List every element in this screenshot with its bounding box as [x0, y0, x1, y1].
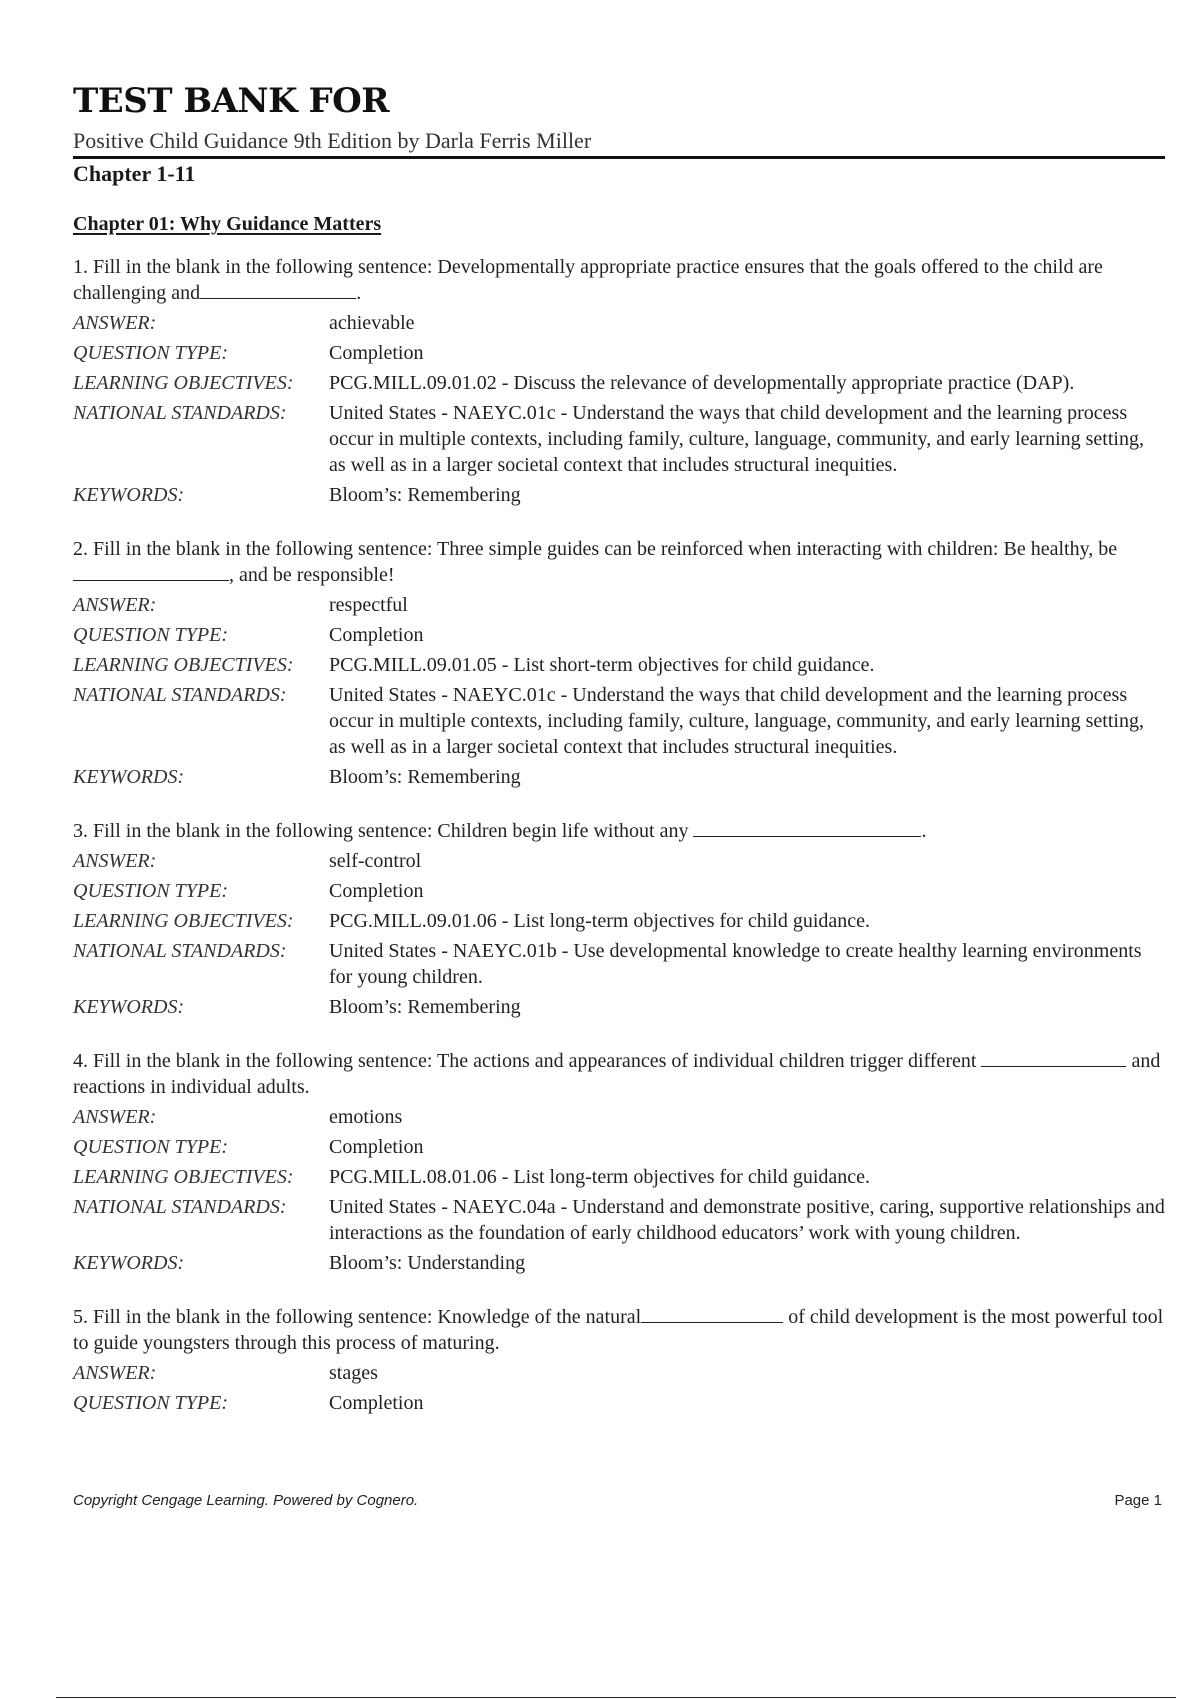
learning-objectives-row: [73, 652, 1165, 678]
question-5: [73, 1304, 1165, 1416]
fill-blank: [73, 562, 229, 581]
answer-label: ANSWER:: [73, 312, 157, 334]
answer-row: [73, 848, 1165, 874]
question-text-before: 2. Fill in the blank in the following sentence: Three simple guides can be reinforced when interacting with children: Be healthy, be: [73, 538, 1118, 560]
keywords-value: Bloom’s: Remembering: [329, 766, 521, 788]
question-1: [73, 254, 1165, 508]
learning-objectives-row: [73, 908, 1165, 934]
question-4: [73, 1048, 1165, 1276]
fill-blank: [200, 280, 356, 299]
question-text-after: and reactions in individual adults.: [73, 1050, 1161, 1098]
question-text-after: .: [356, 282, 362, 304]
question-text-after: of child development is the most powerful tool to guide youngsters through this process of maturing.: [73, 1306, 1164, 1354]
learning-objectives-row: [73, 370, 1165, 396]
question-type-value: Completion: [329, 624, 424, 646]
fill-blank: [641, 1304, 783, 1323]
answer-row: [73, 310, 1165, 336]
answer-value: self-control: [329, 850, 422, 872]
answer-row: [73, 592, 1165, 618]
question-type-label: QUESTION TYPE:: [73, 1136, 229, 1158]
keywords-value: Bloom’s: Understanding: [329, 1252, 526, 1274]
keywords-row: [73, 764, 1165, 790]
question-type-value: Completion: [329, 1392, 424, 1414]
question-type-value: Completion: [329, 342, 424, 364]
question-2: [73, 536, 1165, 790]
chapter-range: Chapter 1-11: [73, 161, 196, 186]
answer-label: ANSWER:: [73, 1362, 157, 1384]
national-standards-row: [73, 400, 1165, 478]
answer-row: [73, 1360, 1165, 1386]
footer-copyright: Copyright Cengage Learning. Powered by Cognero.: [73, 1492, 419, 1509]
learning-objectives-label: LEARNING OBJECTIVES:: [73, 654, 294, 676]
national-standards-value: United States - NAEYC.04a - Understand and demonstrate positive, caring, supportive relationships and interactions as the foundation of early childhood educators’ work with young children.: [329, 1196, 1165, 1244]
national-standards-row: [73, 938, 1165, 990]
answer-value: stages: [329, 1362, 378, 1384]
national-standards-label: NATIONAL STANDARDS:: [73, 1196, 287, 1218]
national-standards-label: NATIONAL STANDARDS:: [73, 940, 287, 962]
fill-blank: [981, 1048, 1126, 1067]
question-text-before: 1. Fill in the blank in the following sentence: Developmentally appropriate practice ensures that the goals offered to the child are challenging and: [73, 256, 1103, 304]
answer-label: ANSWER:: [73, 594, 157, 616]
keywords-value: Bloom’s: Remembering: [329, 996, 521, 1018]
question-type-row: [73, 340, 1165, 366]
document-subtitle: Positive Child Guidance 9th Edition by Darla Ferris Miller: [73, 128, 592, 153]
keywords-label: KEYWORDS:: [73, 996, 185, 1018]
question-type-row: [73, 1390, 1165, 1416]
learning-objectives-value: PCG.MILL.09.01.02 - Discuss the relevance of developmentally appropriate practice (DAP).: [329, 372, 1075, 394]
answer-row: [73, 1104, 1165, 1130]
national-standards-label: NATIONAL STANDARDS:: [73, 684, 287, 706]
document-title: TEST BANK FOR: [73, 81, 390, 121]
national-standards-value: United States - NAEYC.01b - Use developmental knowledge to create healthy learning environments for young children.: [329, 940, 1142, 988]
bottom-rule: [56, 1697, 1176, 1698]
question-text-after: .: [921, 820, 927, 842]
question-type-value: Completion: [329, 1136, 424, 1158]
answer-label: ANSWER:: [73, 1106, 157, 1128]
learning-objectives-row: [73, 1164, 1165, 1190]
question-list: [73, 254, 1165, 1444]
question-text-before: 4. Fill in the blank in the following sentence: The actions and appearances of individual children trigger different: [73, 1050, 977, 1072]
question-text: [73, 254, 1165, 306]
question-type-row: [73, 1134, 1165, 1160]
national-standards-value: United States - NAEYC.01c - Understand the ways that child development and the learning process occur in multiple contexts, including family, culture, language, community, and early learning setting, as well as in a larger societal context that includes structural inequities.: [329, 684, 1144, 758]
question-type-label: QUESTION TYPE:: [73, 1392, 229, 1414]
question-text: [73, 818, 1165, 844]
learning-objectives-value: PCG.MILL.09.01.05 - List short-term objectives for child guidance.: [329, 654, 875, 676]
learning-objectives-value: PCG.MILL.09.01.06 - List long-term objectives for child guidance.: [329, 910, 871, 932]
answer-label: ANSWER:: [73, 850, 157, 872]
national-standards-label: NATIONAL STANDARDS:: [73, 402, 287, 424]
question-text-before: 3. Fill in the blank in the following sentence: Children begin life without any: [73, 820, 689, 842]
answer-value: respectful: [329, 594, 408, 616]
answer-value: emotions: [329, 1106, 403, 1128]
national-standards-row: [73, 682, 1165, 760]
national-standards-row: [73, 1194, 1165, 1246]
keywords-row: [73, 994, 1165, 1020]
title-rule: [73, 156, 1165, 159]
learning-objectives-value: PCG.MILL.08.01.06 - List long-term objectives for child guidance.: [329, 1166, 871, 1188]
keywords-row: [73, 1250, 1165, 1276]
learning-objectives-label: LEARNING OBJECTIVES:: [73, 1166, 294, 1188]
learning-objectives-label: LEARNING OBJECTIVES:: [73, 910, 294, 932]
answer-value: achievable: [329, 312, 415, 334]
question-type-value: Completion: [329, 880, 424, 902]
question-type-row: [73, 878, 1165, 904]
question-3: [73, 818, 1165, 1020]
keywords-label: KEYWORDS:: [73, 766, 185, 788]
keywords-label: KEYWORDS:: [73, 484, 185, 506]
footer-page-number: Page 1: [1114, 1492, 1162, 1509]
keywords-label: KEYWORDS:: [73, 1252, 185, 1274]
keywords-row: [73, 482, 1165, 508]
question-text-before: 5. Fill in the blank in the following sentence: Knowledge of the natural: [73, 1306, 642, 1328]
question-type-label: QUESTION TYPE:: [73, 624, 229, 646]
learning-objectives-label: LEARNING OBJECTIVES:: [73, 372, 294, 394]
national-standards-value: United States - NAEYC.01c - Understand the ways that child development and the learning process occur in multiple contexts, including family, culture, language, community, and early learning setting, as well as in a larger societal context that includes structural inequities.: [329, 402, 1144, 476]
question-type-row: [73, 622, 1165, 648]
question-type-label: QUESTION TYPE:: [73, 342, 229, 364]
section-heading: Chapter 01: Why Guidance Matters: [73, 213, 382, 235]
question-type-label: QUESTION TYPE:: [73, 880, 229, 902]
question-text-after: , and be responsible!: [229, 564, 395, 586]
question-text: [73, 1304, 1165, 1356]
question-text: [73, 536, 1165, 588]
keywords-value: Bloom’s: Remembering: [329, 484, 521, 506]
fill-blank: [693, 818, 921, 837]
question-text: [73, 1048, 1165, 1100]
